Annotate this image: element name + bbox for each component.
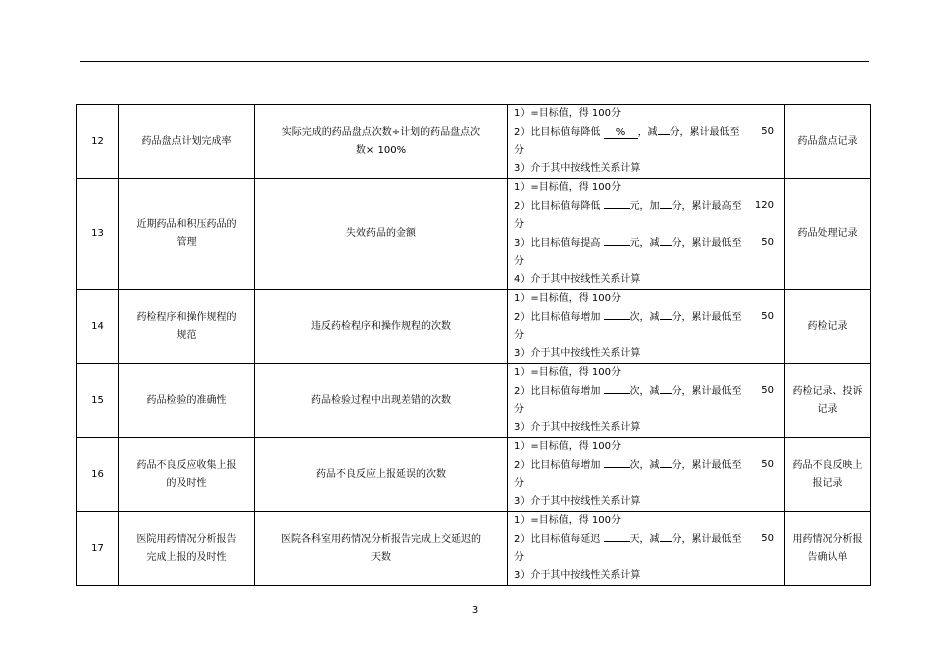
rule-line: 1）=目标值，得 100分	[514, 515, 622, 526]
rule-line: 1）=目标值，得 100分	[514, 367, 622, 378]
rule-text: 次，减	[629, 386, 660, 397]
rule-line: 分	[514, 256, 524, 267]
rule-line	[514, 456, 774, 475]
rule-line	[514, 197, 774, 216]
blank-field	[604, 382, 630, 394]
blank-field	[604, 197, 630, 209]
rule-text: 分，累计最低至	[671, 386, 742, 397]
blank-field	[660, 530, 672, 542]
rule-line	[514, 308, 774, 327]
blank-field	[604, 308, 630, 320]
table-row	[77, 364, 871, 438]
scoring-rules	[508, 290, 785, 364]
rule-line: 分	[514, 552, 524, 563]
header-rule	[80, 61, 869, 62]
blank-field	[660, 308, 672, 320]
scoring-rules	[508, 512, 785, 586]
rule-line: 分	[514, 145, 524, 156]
rule-line: 3）介于其中按线性关系计算	[514, 348, 641, 359]
rule-text: 分，累计最低至	[671, 534, 742, 545]
rule-line: 1）=目标值，得 100分	[514, 182, 622, 193]
rule-line: 分	[514, 404, 524, 415]
blank-field	[604, 234, 630, 246]
rule-text: 2）比目标值每增加	[514, 386, 601, 397]
blank-percent: %	[604, 124, 638, 139]
scoring-rules	[508, 179, 785, 290]
indicator-definition: 药品不良反应上报延误的次数	[255, 438, 508, 512]
blank-field	[660, 197, 672, 209]
scoring-rules	[508, 438, 785, 512]
indicator-name: 医院用药情况分析报告完成上报的及时性	[119, 512, 255, 586]
row-number: 12	[77, 105, 119, 179]
rule-line: 3）介于其中按线性关系计算	[514, 496, 641, 507]
rule-value: 50	[761, 459, 774, 470]
rule-text: 分，累计最低至	[671, 238, 742, 249]
table-row	[77, 105, 871, 179]
rule-value: 50	[761, 311, 774, 322]
row-number: 14	[77, 290, 119, 364]
scoring-rules	[508, 105, 785, 179]
rule-value: 50	[761, 237, 774, 248]
indicator-definition: 医院各科室用药情况分析报告完成上交延迟的天数	[255, 512, 508, 586]
data-source: 药品不良反映上报记录	[785, 438, 871, 512]
blank-field	[604, 456, 630, 468]
blank-field	[660, 382, 672, 394]
rule-line: 分	[514, 478, 524, 489]
indicator-name: 药品盘点计划完成率	[119, 105, 255, 179]
rule-text: 分，累计最低至	[671, 460, 742, 471]
rule-value: 120	[754, 200, 774, 211]
page-number: 3	[471, 605, 479, 616]
rule-line	[514, 382, 774, 401]
rule-text: 分，累计最低至	[669, 127, 740, 138]
rule-text: ，减	[637, 127, 658, 138]
data-source: 药品处理记录	[785, 179, 871, 290]
indicator-name: 药品不良反应收集上报的及时性	[119, 438, 255, 512]
rule-line: 1）=目标值，得 100分	[514, 108, 622, 119]
rule-text: 元，减	[629, 238, 660, 249]
rule-text: 分，累计最高至	[671, 201, 742, 212]
rule-text: 次，减	[629, 460, 660, 471]
indicator-definition: 失效药品的金额	[255, 179, 508, 290]
blank-field	[604, 530, 630, 542]
table-row	[77, 512, 871, 586]
indicator-name: 近期药品和积压药品的管理	[119, 179, 255, 290]
rule-line: 分	[514, 330, 524, 341]
rule-value: 50	[761, 533, 774, 544]
rule-text: 元，加	[629, 201, 660, 212]
rule-line: 4）介于其中按线性关系计算	[514, 274, 641, 285]
scoring-rules	[508, 364, 785, 438]
kpi-table	[76, 104, 871, 586]
row-number: 16	[77, 438, 119, 512]
blank-field	[660, 234, 672, 246]
data-source: 药品盘点记录	[785, 105, 871, 179]
rule-line	[514, 530, 774, 549]
rule-line: 3）介于其中按线性关系计算	[514, 570, 641, 581]
blank-field	[660, 456, 672, 468]
indicator-name: 药品检验的准确性	[119, 364, 255, 438]
data-source: 用药情况分析报告确认单	[785, 512, 871, 586]
rule-text: 次，减	[629, 312, 660, 323]
table-row	[77, 290, 871, 364]
rule-value: 50	[761, 385, 774, 396]
rule-value: 50	[761, 126, 774, 137]
rule-line: 1）=目标值，得 100分	[514, 293, 622, 304]
rule-line: 3）介于其中按线性关系计算	[514, 422, 641, 433]
rule-text: 天，减	[629, 534, 660, 545]
indicator-definition: 实际完成的药品盘点次数÷计划的药品盘点次数× 100%	[255, 105, 508, 179]
rule-text: 分，累计最低至	[671, 312, 742, 323]
rule-line: 1）=目标值，得 100分	[514, 441, 622, 452]
blank-field	[658, 123, 670, 135]
data-source: 药检记录、投诉记录	[785, 364, 871, 438]
rule-line	[514, 234, 774, 253]
indicator-name: 药检程序和操作规程的规范	[119, 290, 255, 364]
rule-line: 3）介于其中按线性关系计算	[514, 163, 641, 174]
row-number: 17	[77, 512, 119, 586]
rule-text: 3）比目标值每提高	[514, 238, 601, 249]
rule-line	[514, 123, 774, 142]
rule-text: 2）比目标值每降低	[514, 201, 601, 212]
rule-text: 2）比目标值每延迟	[514, 534, 601, 545]
row-number: 15	[77, 364, 119, 438]
table-row	[77, 179, 871, 290]
rule-text: 2）比目标值每降低	[514, 127, 601, 138]
table-row	[77, 438, 871, 512]
rule-text: 2）比目标值每增加	[514, 312, 601, 323]
rule-line: 分	[514, 219, 524, 230]
row-number: 13	[77, 179, 119, 290]
indicator-definition: 药品检验过程中出现差错的次数	[255, 364, 508, 438]
data-source: 药检记录	[785, 290, 871, 364]
rule-text: 2）比目标值每增加	[514, 460, 601, 471]
indicator-definition: 违反药检程序和操作规程的次数	[255, 290, 508, 364]
